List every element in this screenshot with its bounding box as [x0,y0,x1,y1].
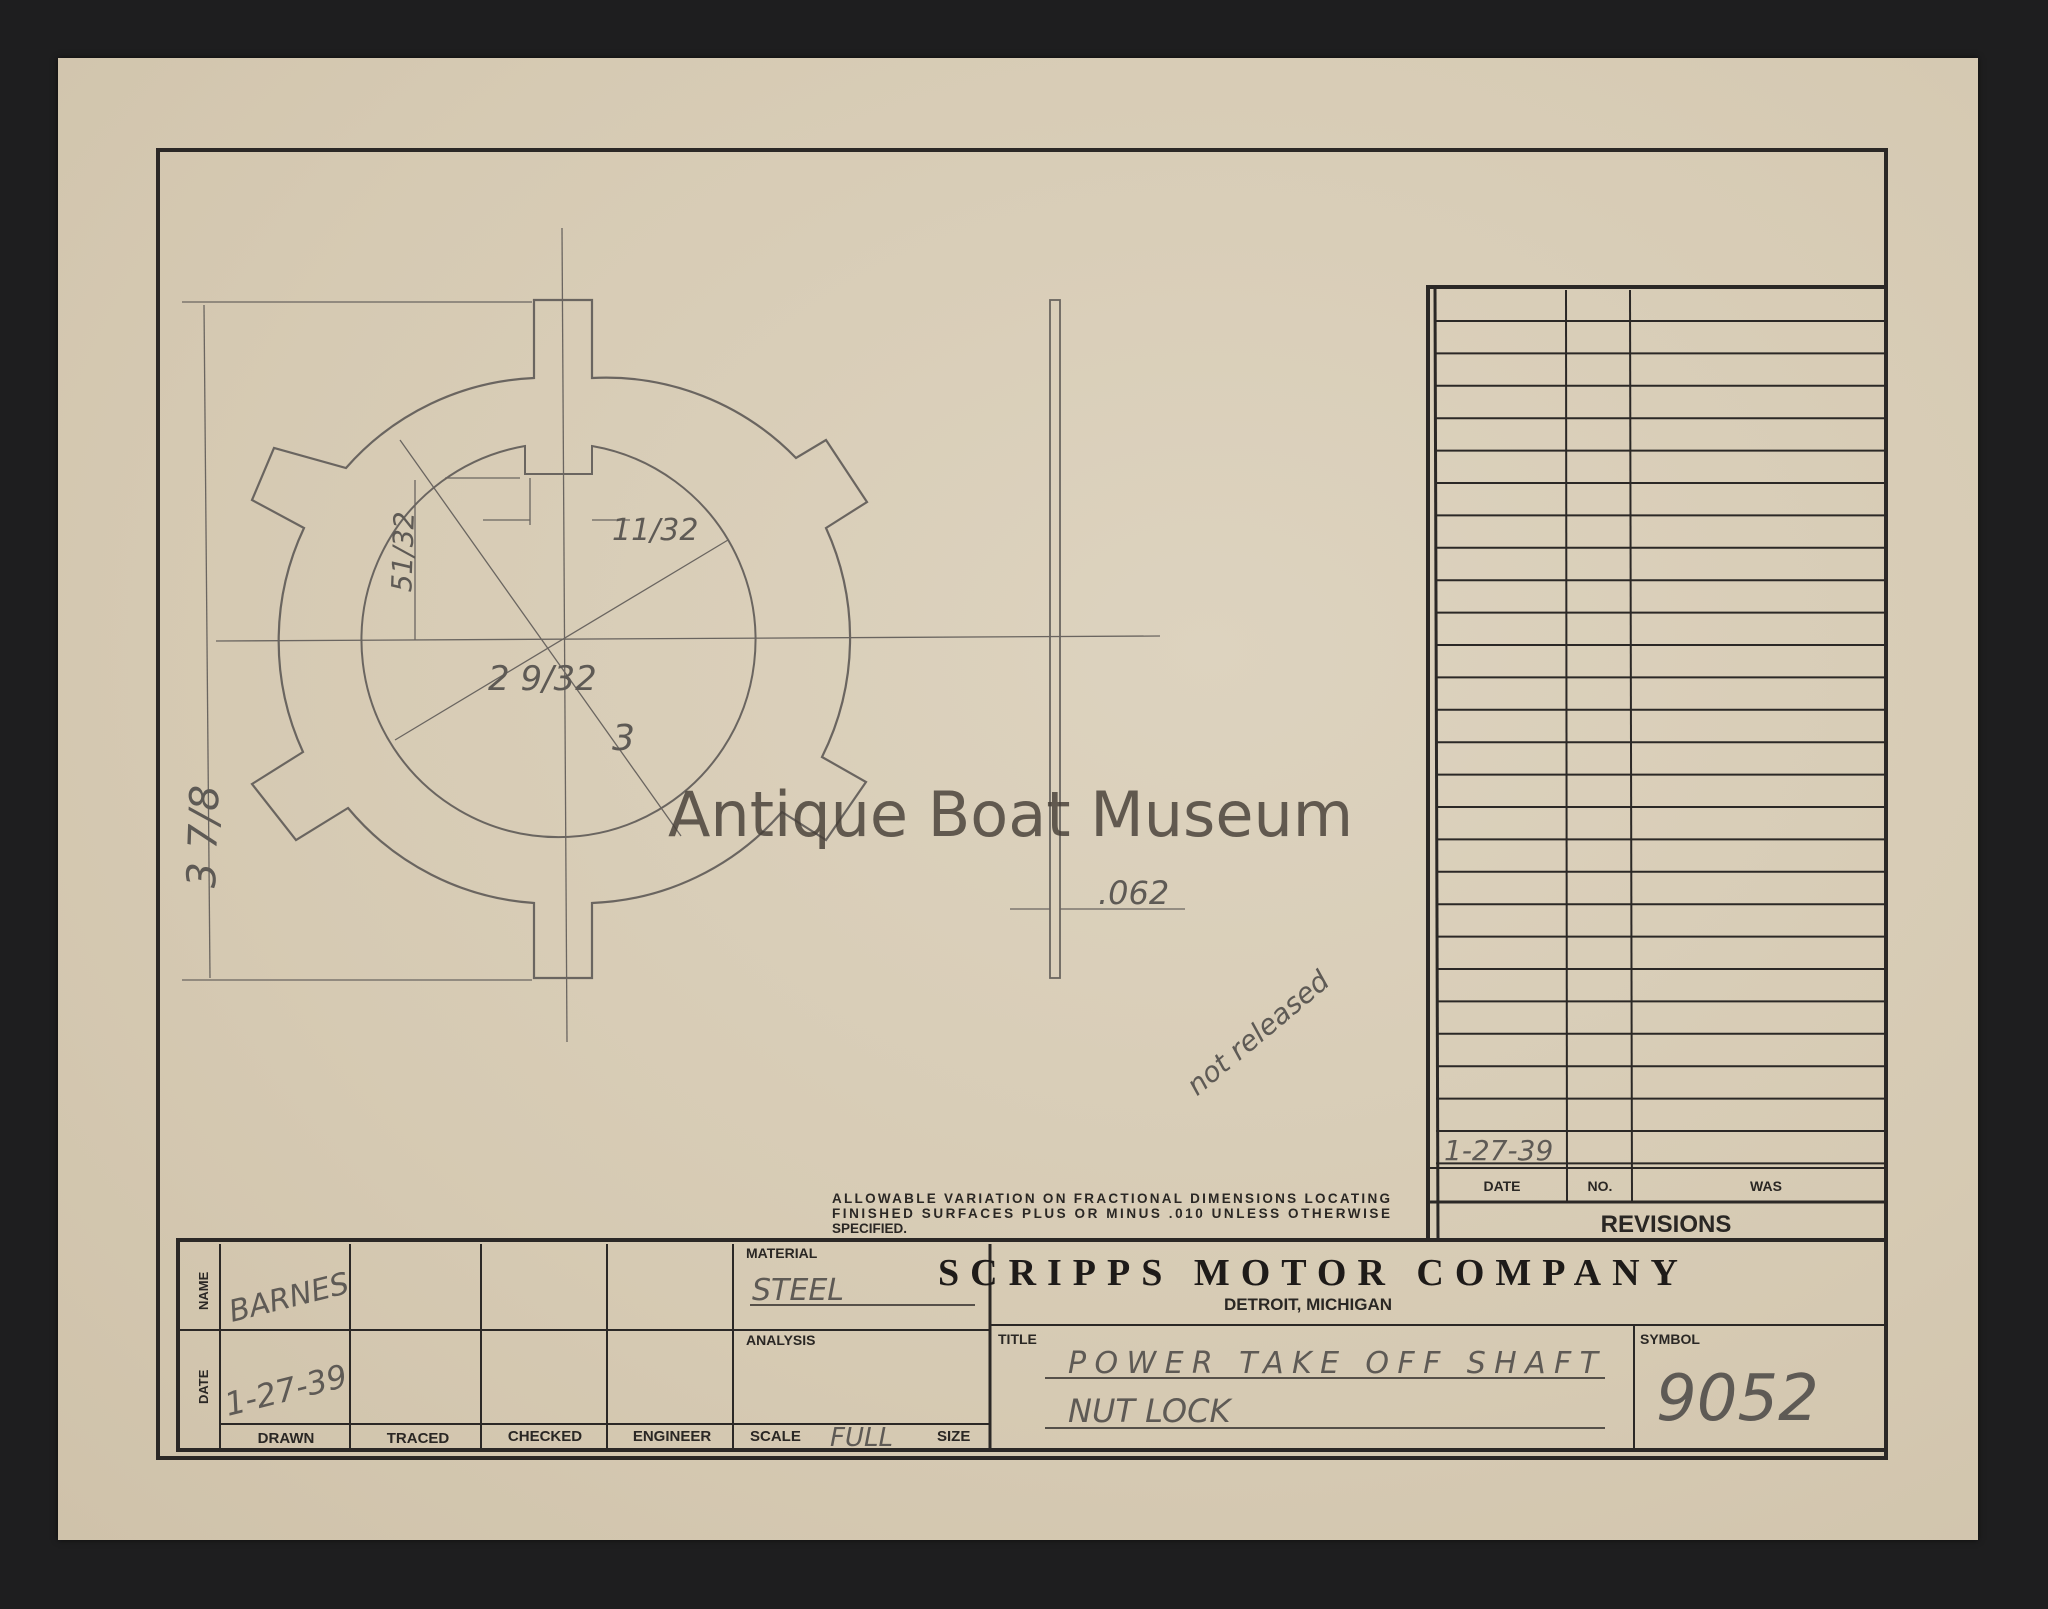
name-label: NAME [196,1271,211,1310]
revisions-col-was: WAS [1750,1178,1782,1194]
company-name: SCRIPPS MOTOR COMPANY [938,1252,1678,1294]
not-released-note: not released [1180,964,1336,1102]
size-label: SIZE [937,1428,971,1445]
drawn-by-name: BARNES [225,1266,353,1330]
dim-tab-depth: 51/32 [385,510,422,593]
company-location: DETROIT, MICHIGAN [1223,1295,1393,1314]
role-checked: CHECKED [507,1428,583,1445]
revision-entry-date: 1-27-39 [1444,1134,1554,1167]
symbol-value: 9052 [1656,1362,1819,1436]
dim-outer-diameter: 3 [612,718,635,759]
role-drawn: DRAWN [257,1430,315,1447]
analysis-label: ANALYSIS [746,1332,816,1348]
scale-value: FULL [830,1423,893,1453]
dim-thickness: .062 [1098,874,1170,912]
title-line-2: NUT LOCK [1068,1392,1231,1430]
symbol-label: SYMBOL [1640,1331,1700,1347]
revisions-col-date: DATE [1483,1178,1521,1194]
revisions-table [1428,287,1886,1240]
nut-lock-drawing [182,228,1185,1042]
watermark: Antique Boat Museum [668,778,1354,851]
drawn-date: 1-27-39 [220,1356,352,1424]
tolerance-note-line1: ALLOWABLE VARIATION ON FRACTIONAL DIMENSIONS LOCATING [832,1191,1390,1206]
tolerance-note-line2: FINISHED SURFACES PLUS OR MINUS .010 UNLESS OTHERWISE [832,1206,1390,1221]
scale-label: SCALE [750,1428,801,1445]
date-label: DATE [196,1369,211,1404]
revisions-heading: REVISIONS [1600,1211,1732,1238]
material-label: MATERIAL [746,1245,818,1261]
role-engineer: ENGINEER [632,1428,712,1445]
tolerance-note-line3: SPECIFIED. [832,1221,908,1236]
title-line-1: POWER TAKE OFF SHAFT [1068,1346,1598,1381]
dim-inner-diameter: 2 9/32 [488,659,597,699]
revisions-col-no: NO. [1587,1178,1613,1194]
dim-overall-height: 3 7/8 [179,784,229,889]
title-label: TITLE [998,1331,1037,1347]
role-traced: TRACED [386,1430,450,1447]
material-value: STEEL [752,1273,844,1308]
dim-tab-width: 11/32 [612,513,699,548]
